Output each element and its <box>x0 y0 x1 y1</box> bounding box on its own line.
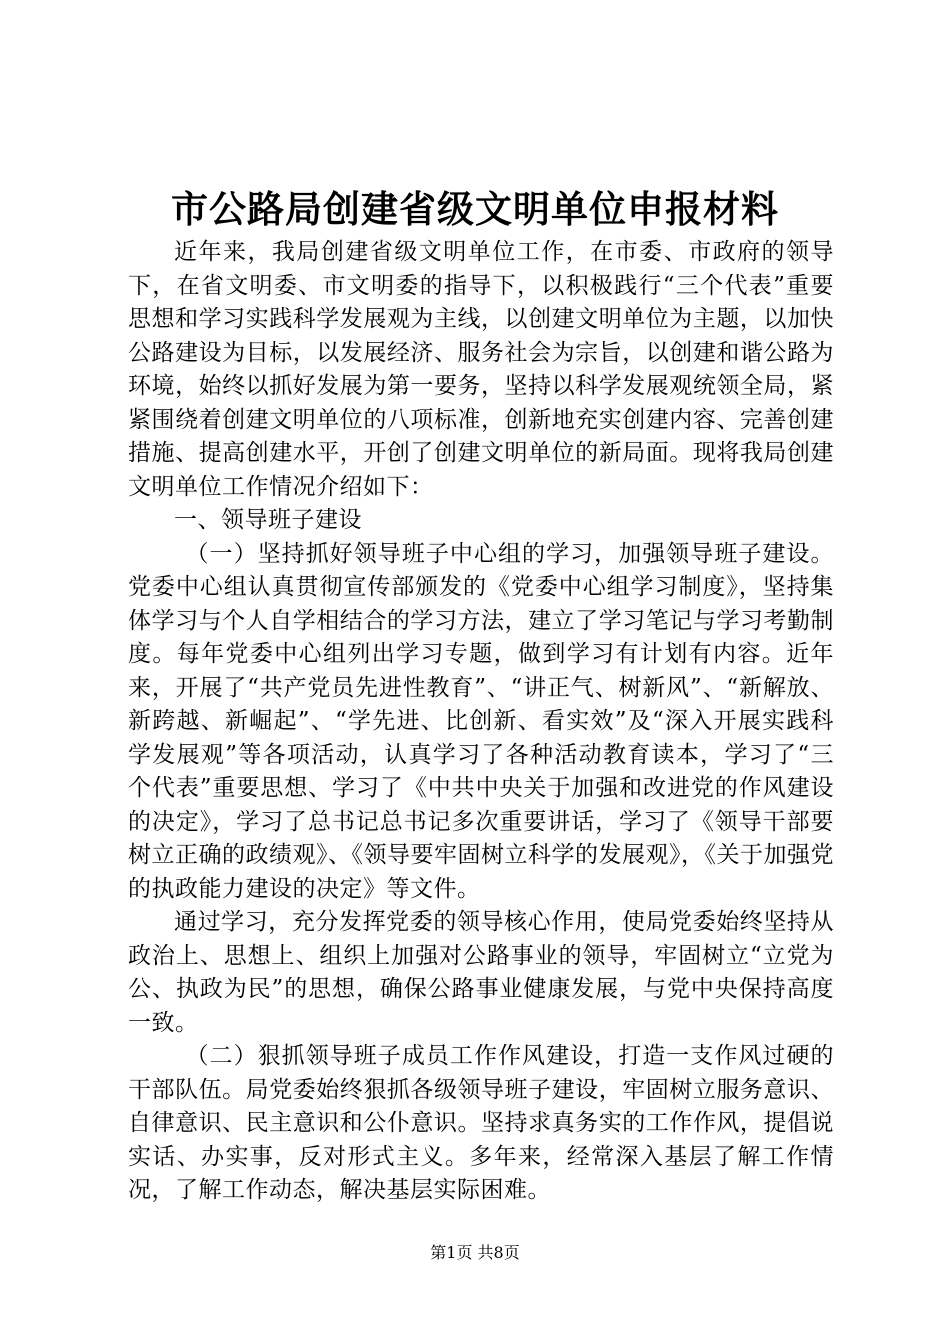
document-title: 市公路局创建省级文明单位申报材料 <box>171 187 779 231</box>
page-footer: 第1页 共8页 <box>430 1243 520 1262</box>
document-body <box>128 236 834 1208</box>
subsection-1-paragraph: （一）坚持抓好领导班子中心组的学习，加强领导班子建设。党委中心组认真贯彻宣传部颁发的《党委中心组学习制度》，坚持集体学习与个人自学相结合的学习方法，建立了学习笔记与学习考勤制度。每年党委中心组列出学习专题，做到学习有计划有内容。近年来，开展了“共产党员先进性教育”、“讲正气、树新风”、“新解放、新跨越、新崛起”、“学先进、比创新、看实效”及“深入开展实践科学发展观”等各项活动，认真学习了各种活动教育读本，学习了“三个代表”重要思想、学习了《中共中央关于加强和改进党的作风建设的决定》，学习了总书记总书记多次重要讲话，学习了《领导干部要树立正确的政绩观》、《领导要牢固树立科学的发展观》，《关于加强党的执政能力建设的决定》等文件。 <box>128 540 834 902</box>
study-result-paragraph: 通过学习，充分发挥党委的领导核心作用，使局党委始终坚持从政治上、思想上、组织上加强对公路事业的领导，牢固树立“立党为公、执政为民”的思想，确保公路事业健康发展，与党中央保持高度一致。 <box>128 909 834 1036</box>
intro-paragraph: 近年来，我局创建省级文明单位工作，在市委、市政府的领导下，在省文明委、市文明委的指导下，以积极践行“三个代表”重要思想和学习实践科学发展观为主线，以创建文明单位为主题，以加快公路建设为目标，以发展经济、服务社会为宗旨，以创建和谐公路为环境，始终以抓好发展为第一要务，坚持以科学发展观统领全局，紧紧围绕着创建文明单位的八项标准，创新地充实创建内容、完善创建措施、提高创建水平，开创了创建文明单位的新局面。现将我局创建文明单位工作情况介绍如下： <box>128 239 834 500</box>
section-heading: 一、领导班子建设 <box>174 507 362 533</box>
subsection-2-paragraph: （二）狠抓领导班子成员工作作风建设，打造一支作风过硬的干部队伍。局党委始终狠抓各级领导班子建设，牢固树立服务意识、自律意识、民主意识和公仆意识。坚持求真务实的工作作风，提倡说实话、办实事，反对形式主义。多年来，经常深入基层了解工作情况，了解工作动态，解决基层实际困难。 <box>128 1043 834 1203</box>
